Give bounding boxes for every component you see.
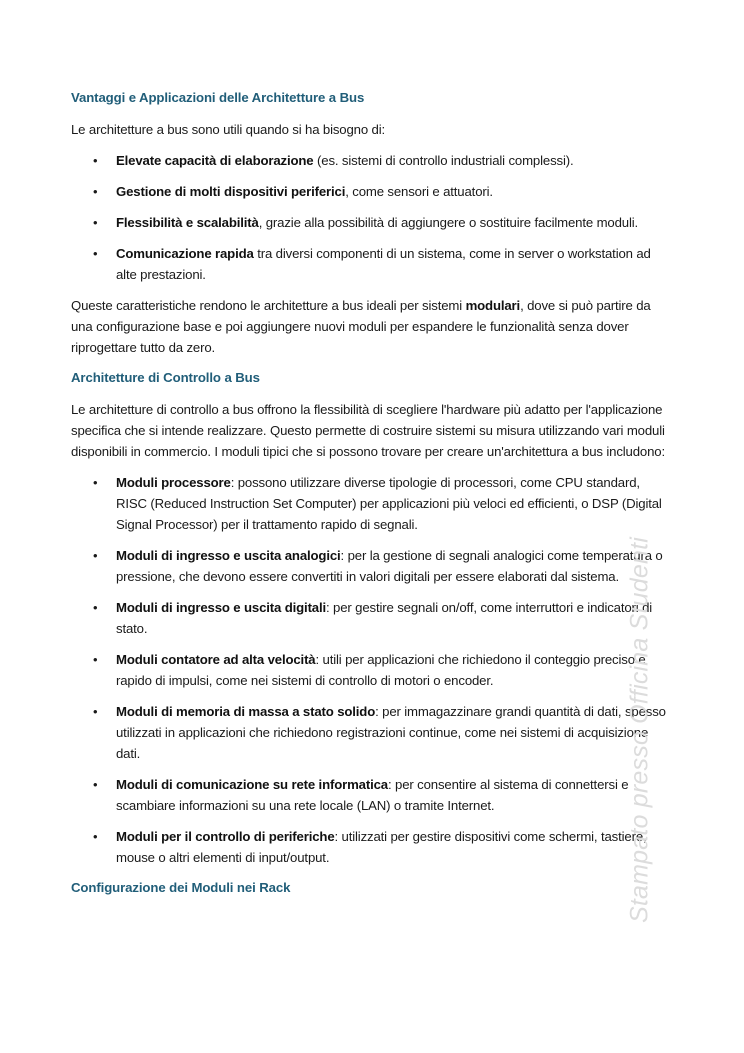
list-item-text: , grazie alla possibilità di aggiungere o sostituire facilmente moduli. [258, 215, 639, 230]
bullet-icon: • [93, 548, 98, 563]
list-item-term: Moduli di comunicazione su rete informatica [116, 777, 388, 792]
bullet-icon: • [93, 777, 98, 792]
list-item-term: Gestione di molti dispositivi periferici [116, 184, 346, 199]
list-item [71, 181, 671, 202]
bullet-list-moduli [71, 472, 671, 868]
list-item [71, 472, 671, 535]
section-intro: Le architetture di controllo a bus offrono la flessibilità di scegliere l'hardware più adatto per l'applicazione specifica che si intende realizzare. Questo permette di costruire sistemi su misura utilizzando vari moduli disponibili in commercio. I moduli tipici che si possono trovare per creare un'architettura a bus includono: [71, 402, 665, 459]
list-item-term: Moduli di ingresso e uscita digitali [116, 600, 327, 615]
section-heading-vantaggi: Vantaggi e Applicazioni delle Architetture a Bus [71, 90, 365, 105]
list-item [71, 545, 671, 587]
list-item-text: : per consentire al sistema di connettersi e scambiare informazioni su una rete locale (LAN) o tramite Internet. [116, 777, 629, 813]
list-item-term: Moduli di memoria di massa a stato solido [116, 704, 376, 719]
list-item-text: : utili per applicazioni che richiedono il conteggio preciso e rapido di impulsi, come nei sistemi di controllo di motori o encoder. [116, 652, 646, 688]
bullet-icon: • [93, 246, 98, 261]
bullet-list-vantaggi [71, 150, 671, 285]
section-heading-configurazione-rack: Configurazione dei Moduli nei Rack [71, 880, 291, 895]
list-item-text: : possono utilizzare diverse tipologie di processori, come CPU standard, RISC (Reduced Instruction Set Computer) per applicazioni più veloci ed efficienti, o DSP (Digital Signal Processor) per il trattamento rapido di segnali. [116, 475, 662, 532]
section-heading-architetture-controllo: Architetture di Controllo a Bus [71, 370, 260, 385]
bullet-icon: • [93, 704, 98, 719]
list-item [71, 212, 671, 233]
list-item [71, 243, 671, 285]
list-item [71, 649, 671, 691]
list-item-term: Moduli processore [116, 475, 231, 490]
list-item-term: Moduli di ingresso e uscita analogici [116, 548, 341, 563]
list-item-term: Moduli contatore ad alta velocità [116, 652, 316, 667]
list-item-text: , come sensori e attuatori. [345, 184, 493, 199]
list-item [71, 774, 671, 816]
outro-bold-term: modulari [465, 298, 521, 313]
list-item [71, 150, 671, 171]
list-item-term: Comunicazione rapida [116, 246, 254, 261]
bullet-icon: • [93, 475, 98, 490]
bullet-icon: • [93, 184, 98, 199]
list-item-text: tra diversi componenti di un sistema, come in server o workstation ad alte prestazioni. [116, 246, 651, 282]
outro-text-after: , dove si può partire da una configurazione base e poi aggiungere nuovi moduli per espandere le funzionalità senza dover riprogettare tutto da zero. [71, 298, 651, 355]
list-item-term: Elevate capacità di elaborazione [116, 153, 314, 168]
list-item [71, 826, 671, 868]
list-item-term: Moduli per il controllo di periferiche [116, 829, 335, 844]
list-item-text: : per gestire segnali on/off, come interruttori e indicatori di stato. [116, 600, 653, 636]
list-item-text: (es. sistemi di controllo industriali complessi). [313, 153, 574, 168]
document-page [71, 88, 671, 898]
section-intro: Le architetture a bus sono utili quando si ha bisogno di: [71, 122, 386, 137]
list-item-text: : utilizzati per gestire dispositivi come schermi, tastiere, mouse o altri elementi di input/output. [116, 829, 647, 865]
bullet-icon: • [93, 652, 98, 667]
bullet-icon: • [93, 600, 98, 615]
bullet-icon: • [93, 829, 98, 844]
bullet-icon: • [93, 153, 98, 168]
outro-text-before: Queste caratteristiche rendono le architetture a bus ideali per sistemi [71, 298, 466, 313]
list-item [71, 701, 671, 764]
list-item-text: : per immagazzinare grandi quantità di dati, spesso utilizzati in applicazioni che richiedono registrazioni continue, come nei sistemi di acquisizione dati. [116, 704, 666, 761]
list-item-term: Flessibilità e scalabilità [116, 215, 259, 230]
section-outro [71, 295, 671, 358]
watermark: Stampato presso Officina Studenti [625, 537, 654, 923]
bullet-icon: • [93, 215, 98, 230]
list-item [71, 597, 671, 639]
list-item-text: : per la gestione di segnali analogici come temperatura o pressione, che devono essere convertiti in valori digitali per essere elaborati dal sistema. [116, 548, 663, 584]
